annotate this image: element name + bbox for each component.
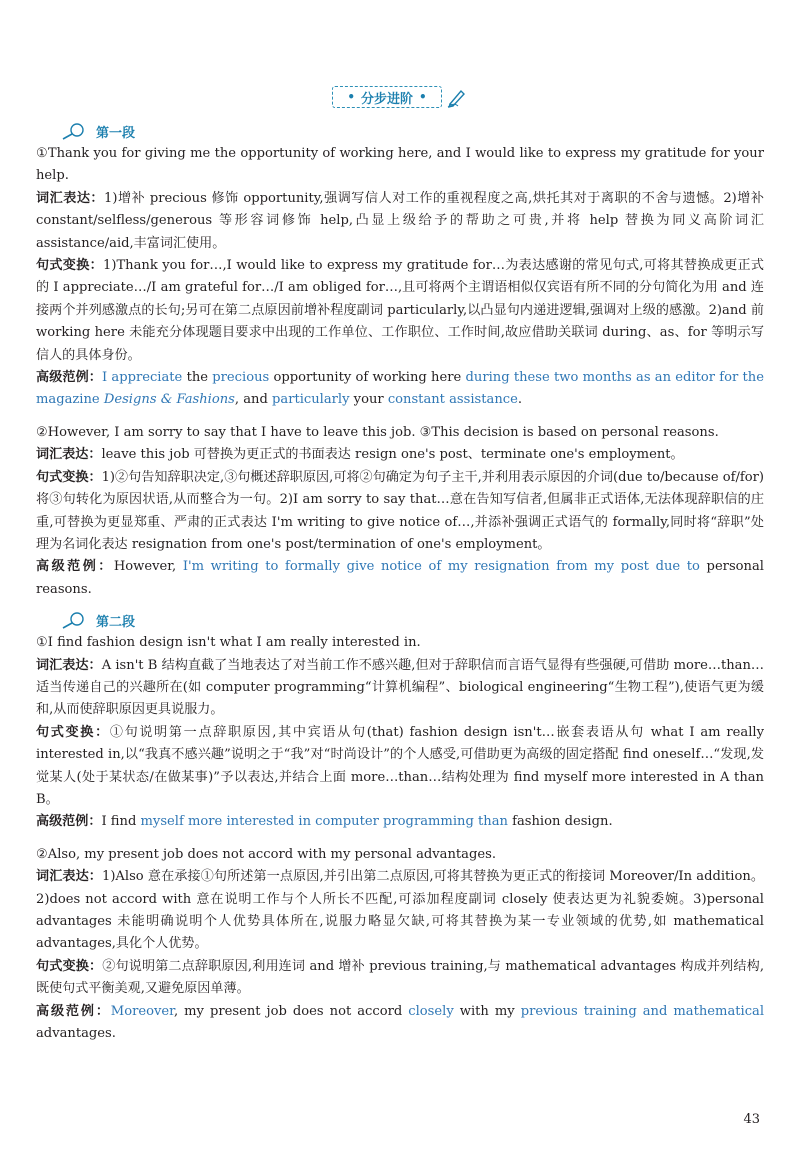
model-paragraph: 高级范例：However, I'm writing to formally give notice of my resignation from my post due to personal reasons. [36, 559, 764, 597]
section-header [0, 86, 800, 110]
original-sentence: ①Thank you for giving me the opportunity of working here, and I would like to express my gratitude for your help. [36, 146, 764, 184]
sentence-paragraph: 句式变换：②句说明第二点辞职原因,利用连词 and 增补 previous training,与 mathematical advantages 构成并列结构,既使句式平衡美观,又避免原因单薄。 [36, 958, 764, 997]
section-title-1: 第一段 [60, 120, 764, 142]
vocab-paragraph: 词汇表达：1)Also 意在承接①句所述第一点原因,并引出第二点原因,可将其替换为更正式的衔接词 Moreover/In addition。2)does not accord with 意在说明工作与个人所长不匹配,可添加程度副词 closely 使表达更为礼貌委婉。3)personal advantages 未能明确说明个人优势具体所在,说服力略显欠缺,可将其替换为某一专业领域的优势,如 mathematical advantages,具化个人优势。 [36, 869, 764, 952]
original-sentence: ②Also, my present job does not accord with my personal advantages. [36, 846, 496, 862]
model-paragraph: 高级范例：Moreover, my present job does not accord closely with my previous training and mathematical advantages. [36, 1003, 765, 1042]
page-number: 43 [743, 1112, 760, 1127]
model-label: 高级范例： [36, 370, 102, 386]
magnifier-icon [60, 122, 88, 140]
sentence-paragraph: 句式变换：1)②句告知辞职决定,③句概述辞职原因,可将②句确定为句子主干,并利用表示原因的介词(due to/because of/for)将③句转化为原因状语,从而整合为一句。2)I am sorry to say that…意在告知写信者,但属非正式语体,无法体现辞职信的庄重,可替换为更显郑重、严肃的正式表达 I'm writing to give notice of…,并添补强调正式语气的 formally,同时将“辞职”处理为名词化表达 resignation from one's post/termination of one's employment。 [36, 469, 764, 552]
vocab-paragraph: 词汇表达：leave this job 可替换为更正式的书面表达 resign one's post、terminate one's employment。 [36, 447, 684, 463]
original-sentence: ②However, I am sorry to say that I have to leave this job. ③This decision is based on personal reasons. [36, 424, 719, 440]
magnifier-icon [60, 611, 88, 629]
sentence-label: 句式变换： [36, 469, 102, 485]
header-title: 分步进阶 [360, 91, 413, 107]
sentence-label: 句式变换： [36, 724, 110, 740]
original-sentence: ①I find fashion design isn't what I am really interested in. [36, 635, 421, 651]
vocab-label: 词汇表达： [36, 657, 102, 673]
sentence-label: 句式变换： [36, 958, 103, 974]
vocab-label: 词汇表达： [36, 869, 102, 885]
model-label: 高级范例： [36, 814, 102, 830]
vocab-paragraph: 词汇表达：1)增补 precious 修饰 opportunity,强调写信人对工作的重视程度之高,烘托其对于离职的不舍与遗憾。2)增补 constant/selfless/generous 等形容词修饰 help,凸显上级给予的帮助之可贵,并将 help 替换为同义高阶词汇 assistance/aid,丰富词汇使用。 [36, 190, 765, 251]
vocab-label: 词汇表达： [36, 447, 102, 463]
header-label-box [332, 86, 441, 108]
sentence-paragraph: 句式变换：①句说明第一点辞职原因,其中宾语从句(that) fashion design isn't…嵌套表语从句 what I am really interested in,以“我真不感兴趣”说明之于“我”对“时尚设计”的个人感受,可借助更为高级的固定搭配 find oneself…“发现,发觉某人(处于某状态/在做某事)”予以表达,并结合上面 more…than…结构处理为 find myself more interested in A than B。 [36, 724, 764, 807]
bullet-icon: • [347, 90, 355, 104]
vocab-paragraph: 词汇表达：A isn't B 结构直截了当地表达了对当前工作不感兴趣,但对于辞职信而言语气显得有些强硬,可借助 more…than…适当传递自己的兴趣所在(如 computer programming“计算机编程”、biological engineering“生物工程”),使语气更为缓和,从而使辞职原因更具说服力。 [36, 657, 764, 718]
pen-icon [446, 86, 468, 108]
model-paragraph: 高级范例：I find myself more interested in computer programming than fashion design. [36, 814, 613, 830]
model-label: 高级范例： [36, 559, 114, 575]
bullet-icon: • [419, 90, 427, 104]
sentence-paragraph: 句式变换：1)Thank you for…,I would like to express my gratitude for…为表达感谢的常见句式,可将其替换成更正式的 I appreciate…/I am grateful for…/I am obliged for…,且可将两个主谓语相似仅宾语有所不同的分句简化为用 and 连接两个并列感激点的长句;另可在第二点原因前增补程度副词 particularly,以凸显句内递进逻辑,强调对上级的感激。2)and 前 working here 未能充分体现题目要求中出现的工作单位、工作职位、工作时间,故应借助关联词 during、as、for 等明示写信人的具体身份。 [36, 258, 765, 363]
page-content [36, 118, 764, 1045]
vocab-label: 词汇表达： [36, 190, 105, 206]
section-title-2: 第二段 [60, 609, 764, 631]
model-paragraph: 高级范例：I appreciate the precious opportunity of working here during these two months as an editor for the magazine Designs & Fashions, and particularly your constant assistance. [36, 370, 764, 408]
model-label: 高级范例： [36, 1003, 111, 1019]
sentence-label: 句式变换： [36, 258, 103, 274]
